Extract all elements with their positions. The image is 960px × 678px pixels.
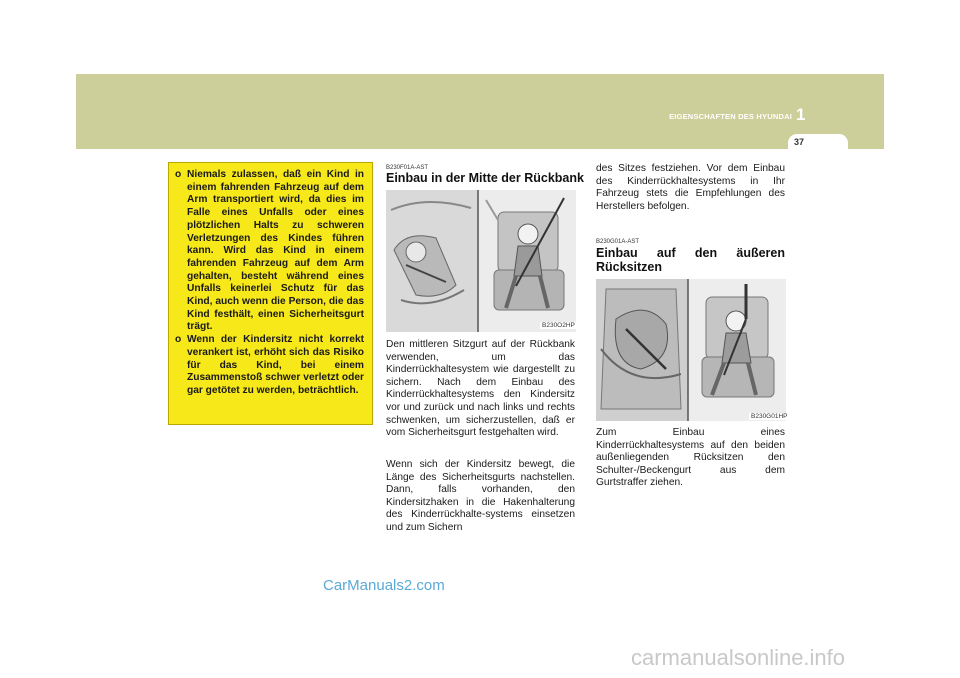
figure-code: B230G01HP (751, 413, 788, 420)
paragraph: Zum Einbau eines Kinderrückhaltesystems auf den beiden außenliegenden Rücksitzen den Schulter-/Beckengurt aus dem Gurtstraffer ziehen. (596, 427, 785, 489)
figure-middle-seat (386, 190, 576, 332)
section-heading: Einbau in der Mitte der Rückbank (386, 171, 584, 185)
paragraph: Wenn sich der Kindersitz bewegt, die Länge des Sicherheitsgurts nachstellen. Dann, falls vorhanden, den Kindersitzhaken in die Hakenhalterung des Kinderrückhalte-systems einsetzen und zum Sichern (386, 459, 575, 533)
bullet: o (175, 169, 182, 180)
figure-outer-seat (596, 279, 786, 421)
section-code: B230F01A-AST (386, 165, 429, 171)
watermark-left: CarManuals2.com (323, 577, 445, 594)
child-seat-outer-illustration (596, 279, 786, 421)
section-code: B230G01A-AST (596, 239, 640, 245)
figure-code: B230O2HP (542, 322, 575, 329)
paragraph: des Sitzes festziehen. Vor dem Einbau des Kinderrückhaltesystems in Ihr Fahrzeug stets die Empfehlungen des Herstellers befolgen. (596, 163, 785, 212)
section-heading: Einbau auf den äußeren Rücksitzen (596, 246, 785, 274)
watermark-right: carmanualsonline.info (631, 645, 846, 670)
warning-item (175, 169, 364, 334)
page-number: 37 (794, 137, 805, 147)
bullet: o (175, 334, 182, 346)
section-title: EIGENSCHAFTEN DES HYUNDAI (669, 112, 792, 121)
warning-item (175, 334, 364, 398)
warning-text: Wenn der Kindersitz nicht korrekt verankert ist, erhöht sich das Risiko für das Kind, bei einem Zusammenstoß schwer verletzt oder gar getötet zu werden, beträchtlich. (187, 334, 364, 396)
paragraph: Den mittleren Sitzgurt auf der Rückbank verwenden, um das Kinderrückhaltesystem wie dargestellt zu sichern. Nach dem Einbau des Kinderrückhaltesystems den Kindersitz vor und zurück und nach links und rechts schwenken, um sicherzustellen, daß er vom Sicherheitsgurt festgehalten wird. (386, 339, 575, 439)
chapter-number: 1 (796, 105, 806, 124)
child-seat-center-illustration (386, 190, 576, 332)
warning-text: Niemals zulassen, daß ein Kind in einem fahrenden Fahrzeug auf dem Arm transportiert wird, da dies im Falle eines Unfalls oder eines plötzlichen Halts zu schweren Verletzungen des Kindes führen kann. Wird das Kind in einem fahrenden Fahrzeug auf dem Arm gehalten, besteht während eines Unfalls keinerlei Schutz für das Kind, auch wenn die Person, die das Kind festhält, einen Sicherheitsgurt trägt. (187, 169, 364, 333)
warning-box (168, 162, 373, 425)
